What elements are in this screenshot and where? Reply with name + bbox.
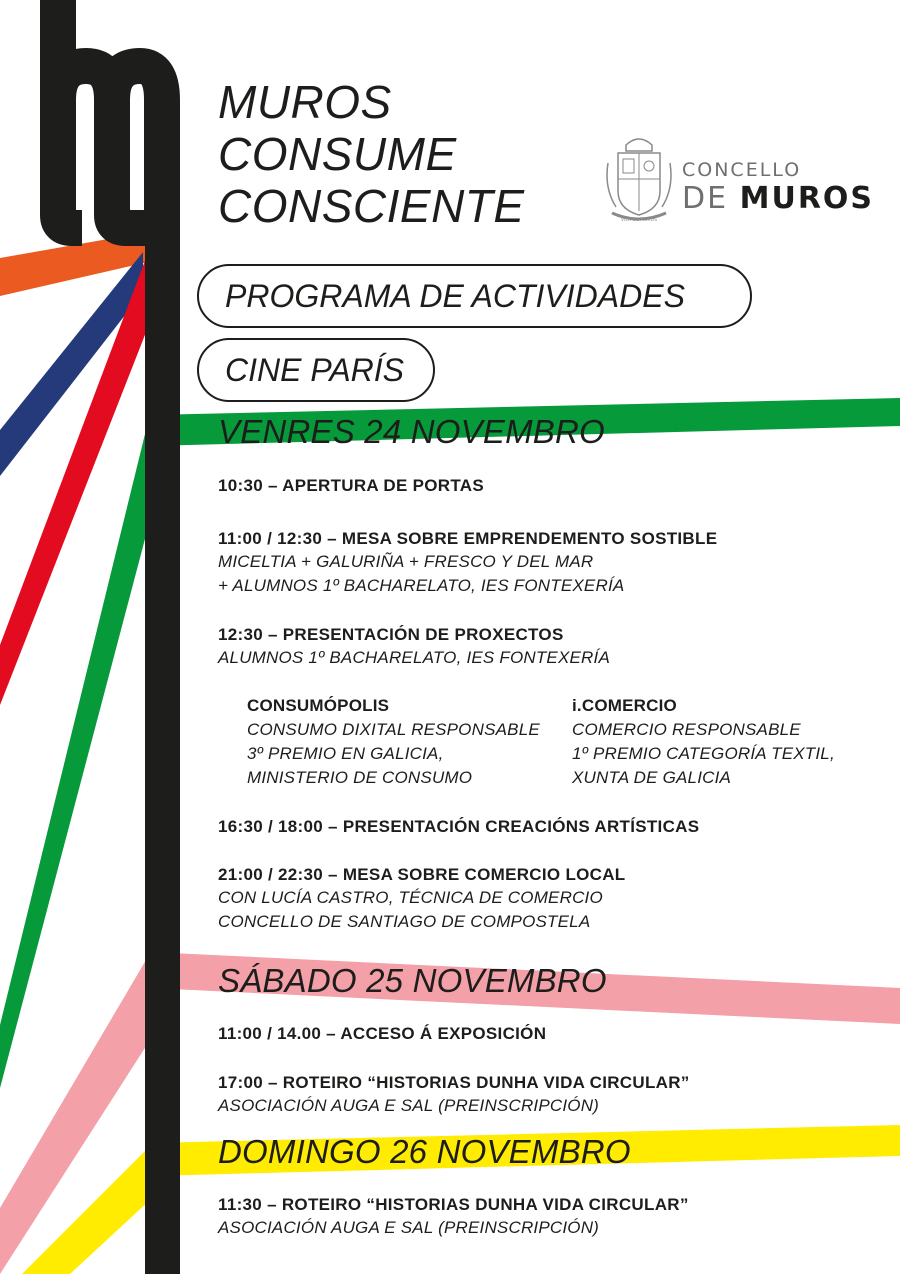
program-pill: PROGRAMA DE ACTIVIDADES bbox=[197, 264, 752, 328]
event-title: 17:00 – ROTEIRO “HISTORIAS DUNHA VIDA CIRCULAR” bbox=[218, 1073, 690, 1092]
m-logo-mark bbox=[58, 0, 82, 228]
concello-de: DE bbox=[682, 181, 729, 216]
event-title: 11:00 / 14.00 – ACCESO Á EXPOSICIÓN bbox=[218, 1024, 547, 1043]
logo-caption: VILA DE MUROS bbox=[621, 218, 657, 223]
day-heading-sunday: DOMINGO 26 NOVEMBRO bbox=[218, 1133, 631, 1170]
event-detail: MICELTIA + GALURIÑA + FRESCO Y DEL MAR bbox=[218, 552, 594, 571]
project-detail: XUNTA DE GALICIA bbox=[572, 768, 732, 787]
project-left bbox=[247, 694, 540, 790]
event-title: 16:30 / 18:00 – PRESENTACIÓN CREACIÓNS ARTÍSTICAS bbox=[218, 817, 700, 836]
project-detail: 1º PREMIO CATEGORÍA TEXTIL, bbox=[572, 744, 835, 763]
event-title: 21:00 / 22:30 – MESA SOBRE COMERCIO LOCAL bbox=[218, 865, 626, 884]
event-detail: CONCELLO DE SANTIAGO DE COMPOSTELA bbox=[218, 912, 591, 931]
event-detail: ASOCIACIÓN AUGA E SAL (PREINSCRIPCIÓN) bbox=[218, 1096, 600, 1115]
event-detail: CON LUCÍA CASTRO, TÉCNICA DE COMERCIO bbox=[218, 888, 603, 907]
red-stripe bbox=[0, 258, 150, 705]
black-vertical-bar bbox=[145, 240, 180, 1274]
day-heading-friday: VENRES 24 NOVEMBRO bbox=[218, 413, 605, 450]
event-detail: ALUMNOS 1º BACHARELATO, IES FONTEXERÍA bbox=[218, 648, 610, 667]
event-detail: + ALUMNOS 1º BACHARELATO, IES FONTEXERÍA bbox=[218, 576, 625, 595]
title-line-3: CONSCIENTE bbox=[218, 180, 525, 232]
event-title: 11:30 – ROTEIRO “HISTORIAS DUNHA VIDA CIRCULAR” bbox=[218, 1195, 689, 1214]
event-title: 12:30 – PRESENTACIÓN DE PROXECTOS bbox=[218, 625, 564, 644]
concello-label: CONCELLO bbox=[682, 159, 802, 181]
event-title: 10:30 – APERTURA DE PORTAS bbox=[218, 476, 485, 495]
event-detail: ASOCIACIÓN AUGA E SAL (PREINSCRIPCIÓN) bbox=[218, 1218, 600, 1237]
project-detail: MINISTERIO DE CONSUMO bbox=[247, 768, 473, 787]
event-title: 11:00 / 12:30 – MESA SOBRE EMPRENDEMENTO SOSTIBLE bbox=[218, 529, 718, 548]
concello-muros: MUROS bbox=[739, 181, 875, 216]
coat-of-arms-logo bbox=[604, 133, 674, 223]
concello-name bbox=[682, 181, 874, 216]
venue-pill: CINE PARÍS bbox=[197, 338, 435, 402]
day-heading-saturday: SÁBADO 25 NOVEMBRO bbox=[218, 962, 607, 999]
project-detail: CONSUMO DIXITAL RESPONSABLE bbox=[247, 720, 540, 739]
project-title: i.COMERCIO bbox=[572, 696, 677, 715]
project-title: CONSUMÓPOLIS bbox=[247, 696, 390, 715]
project-detail: COMERCIO RESPONSABLE bbox=[572, 720, 801, 739]
project-detail: 3º PREMIO EN GALICIA, bbox=[247, 744, 444, 763]
title-line-1: MUROS bbox=[218, 76, 392, 128]
title-line-2: CONSUME bbox=[218, 128, 457, 180]
project-right bbox=[572, 694, 835, 790]
green-stripe bbox=[0, 430, 150, 1088]
